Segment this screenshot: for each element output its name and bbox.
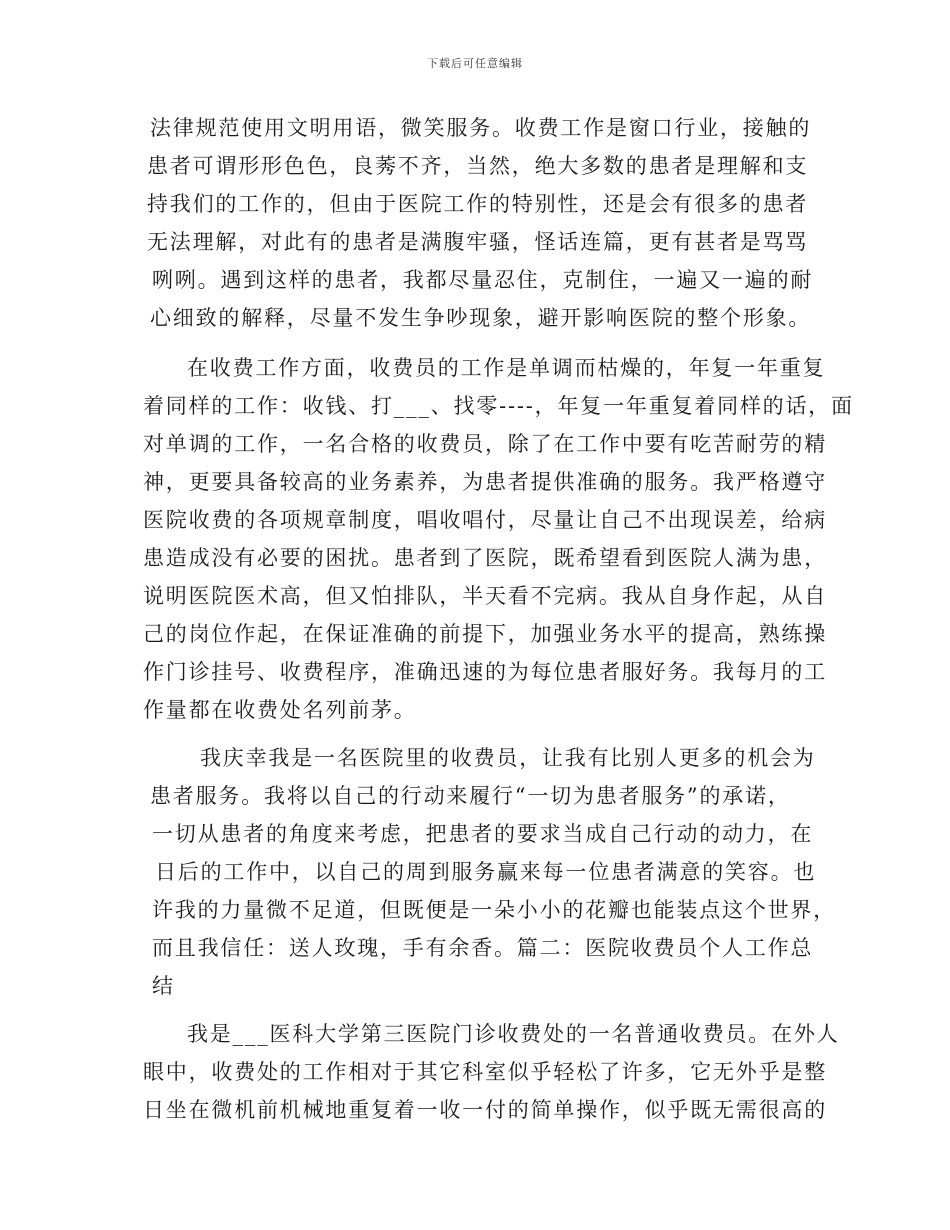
paragraph-line: 持我们的工作的，但由于医院工作的特别性，还是会有很多的患者	[147, 192, 809, 216]
paragraph-line: 患造成没有必要的困扰。患者到了医院，既希望看到医院人满为患，	[143, 546, 827, 570]
paragraph-line: 而且我信任：送人玫瑰，手有余香。篇二：医院收费员个人工作总	[152, 936, 814, 960]
paragraph-line: 己的岗位作起，在保证准确的前提下，加强业务水平的提高，熟练操	[143, 622, 827, 646]
paragraph-line: 患者服务。我将以自己的行动来履行“一切为患者服务”的承诺，	[150, 784, 791, 808]
paragraph-line: 法律规范使用文明用语，微笑服务。收费工作是窗口行业，接触的	[150, 116, 812, 140]
paragraph-line: 我庆幸我是一名医院里的收费员，让我有比别人更多的机会为	[200, 746, 816, 770]
paragraph-line: 日后的工作中，以自己的周到服务赢来每一位患者满意的笑容。也	[155, 860, 817, 884]
paragraph-line: 神，更要具备较高的业务素养，为患者提供准确的服务。我严格遵守	[143, 470, 827, 494]
page-header: 下载后可任意编辑	[427, 57, 523, 70]
paragraph-line: 结	[152, 974, 175, 998]
paragraph-line: 在收费工作方面，收费员的工作是单调而枯燥的，年复一年重复	[187, 356, 826, 380]
paragraph-line: 对单调的工作，一名合格的收费员，除了在工作中要有吃苦耐劳的精	[143, 432, 827, 456]
paragraph-line: 日坐在微机前机械地重复着一收一付的简单操作，似乎既无需很高的	[143, 1098, 827, 1122]
paragraph-line: 心细致的解释，尽量不发生争吵现象，避开影响医院的整个形象。	[150, 306, 812, 330]
paragraph-line: 咧咧。遇到这样的患者，我都尽量忍住，克制住，一遍又一遍的耐	[152, 268, 814, 292]
paragraph-line: 我是___医科大学第三医院门诊收费处的一名普通收费员。在外人	[187, 1022, 840, 1046]
paragraph-line: 作量都在收费处名列前茅。	[143, 698, 417, 722]
paragraph-line: 医院收费的各项规章制度，唱收唱付，尽量让自己不出现误差，给病	[143, 508, 827, 532]
paragraph-line: 无法理解，对此有的患者是满腹牢骚，怪话连篇，更有甚者是骂骂	[147, 230, 809, 254]
paragraph-line: 许我的力量微不足道，但既便是一朵小小的花瓣也能装点这个世界，	[152, 898, 836, 922]
paragraph-line: 眼中，收费处的工作相对于其它科室似乎轻松了许多，它无外乎是整	[143, 1060, 827, 1084]
paragraph-line: 作门诊挂号、收费程序，准确迅速的为每位患者服好务。我每月的工	[143, 660, 827, 684]
paragraph-line: 说明医院医术高，但又怕排队，半天看不完病。我从自身作起，从自	[143, 584, 827, 608]
paragraph-line: 一切从患者的角度来考虑，把患者的要求当成自己行动的动力，在	[152, 822, 814, 846]
paragraph-line: 着同样的工作：收钱、打___、找零----，年复一年重复着同样的话，面	[143, 394, 854, 418]
paragraph-line: 患者可谓形形色色，良莠不齐，当然，绝大多数的患者是理解和支	[147, 154, 809, 178]
